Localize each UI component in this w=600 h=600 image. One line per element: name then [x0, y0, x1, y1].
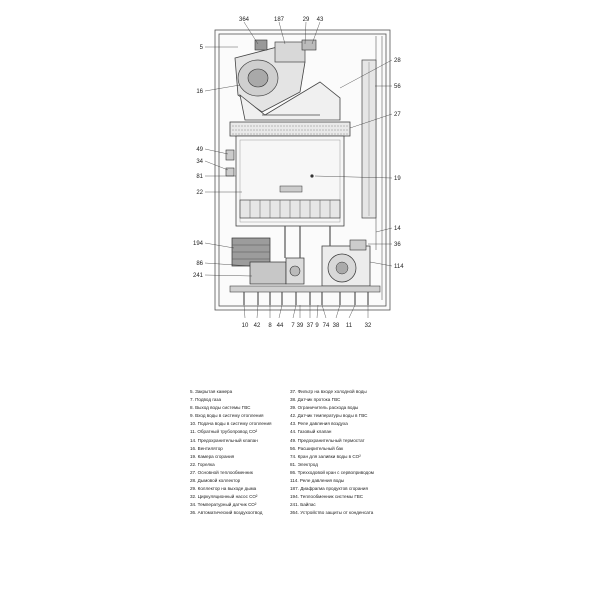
callout-label: 32: [364, 323, 372, 329]
legend-item: 241. Байпас: [290, 502, 316, 508]
legend-item: 364. Устройство защиты от конденсата: [290, 510, 374, 516]
legend-item: 10. Подача воды в систему отопления: [190, 421, 272, 427]
callout-label: 56: [394, 84, 401, 90]
callout-label: 39: [296, 323, 304, 329]
legend-item: 49. Предохранительный термостат: [290, 437, 365, 443]
legend-item: 39. Ограничитель расхода воды: [290, 405, 359, 411]
legend-item: 194. Теплообменник системы ГВС: [290, 494, 364, 500]
legend-right-column: [290, 388, 408, 518]
legend-item: 8. Выход воды системы ГВС: [190, 405, 251, 411]
callout-label: 14: [394, 226, 401, 232]
callout-label: 19: [394, 176, 401, 182]
callout-label: 86: [196, 261, 203, 267]
bottom-manifold: [230, 286, 380, 292]
callout-label: 10: [241, 323, 249, 329]
callouts-bottom: [242, 323, 372, 329]
legend-item: 27. Основной теплообменник: [190, 469, 253, 475]
legend-item: 5. Закрытая камера: [190, 389, 233, 394]
callout-label: 194: [192, 241, 203, 247]
legend-item: 28. Дымовой коллектор: [190, 478, 241, 484]
callout-label: 81: [196, 174, 203, 180]
legend-item: 19. Камера сгорания: [190, 453, 235, 459]
legend-item: 9. Вход воды в систему отопления: [190, 413, 264, 419]
legend-item: 187. Диафрагма продуктов сгорания: [290, 486, 368, 492]
callout-label: 38: [332, 323, 340, 329]
callout-label: 44: [276, 323, 284, 329]
legend-item: 56. Расширительный бак: [290, 445, 344, 451]
legend-item: 7. Подвод газа: [190, 397, 222, 403]
legend-item: 81. Электрод: [290, 461, 318, 467]
legend-item: 16. Вентилятор: [190, 445, 223, 451]
callout-label: 187: [273, 17, 285, 23]
legend-item: 11. Обратный трубопровод СО²: [190, 429, 258, 435]
circulation-pump: [322, 240, 370, 286]
callout-label: 49: [196, 147, 203, 153]
callout-label: 241: [192, 273, 203, 279]
expansion-tank: [362, 60, 376, 218]
callout-label: 5: [199, 45, 203, 51]
legend-item: 86. Трехходовой кран с сервоприводом: [290, 469, 374, 475]
legend-item: 37. Фильтр на входе холодной воды: [290, 389, 367, 394]
callout-label: 9: [315, 323, 319, 329]
callout-label: 37: [306, 323, 314, 329]
callouts-right: [394, 58, 404, 270]
legend-item: 32. Циркуляционный насос СО²: [190, 494, 258, 500]
callout-label: 8: [268, 323, 272, 329]
heat-exchanger: [230, 122, 350, 136]
callout-label: 29: [302, 17, 310, 23]
callout-label: 7: [291, 323, 295, 329]
legend-item: 22. Горелка: [190, 461, 215, 467]
legend-item: 114. Реле давления воды: [290, 478, 345, 484]
callout-label: 28: [394, 58, 401, 64]
callout-label: 43: [316, 17, 324, 23]
callout-label: 364: [238, 17, 250, 23]
callout-label: 114: [394, 264, 404, 270]
callout-label: 22: [196, 190, 203, 196]
callout-label: 11: [345, 323, 353, 329]
legend-item: 14. Предохранительный клапан: [190, 437, 258, 443]
legend-item: 43. Реле давления воздуха: [290, 421, 348, 427]
three-way-valve: [250, 258, 304, 284]
legend-item: 44. Газовый клапан: [290, 429, 332, 435]
legend-item: 29. Коллектор на выходе дыма: [190, 486, 257, 492]
callouts-left: [193, 45, 204, 279]
legend-item: 38. Датчик протока ГВС: [290, 397, 341, 403]
legend-item: 36. Автоматический воздухоотвод: [190, 510, 263, 516]
callout-label: 74: [322, 323, 330, 329]
callout-label: 36: [394, 242, 401, 248]
callouts-top: [239, 17, 324, 23]
callout-label: 16: [196, 89, 203, 95]
legend-item: 74. Кран для заливки воды в СО²: [290, 453, 361, 459]
legend-item: 42. Датчик температуры воды в ГВС: [290, 413, 368, 419]
legend-item: 34. Температурный датчик СО²: [190, 502, 257, 508]
callout-label: 34: [196, 159, 203, 165]
callout-label: 42: [253, 323, 261, 329]
callout-label: 27: [394, 112, 401, 118]
legend-left-column: [190, 388, 286, 518]
